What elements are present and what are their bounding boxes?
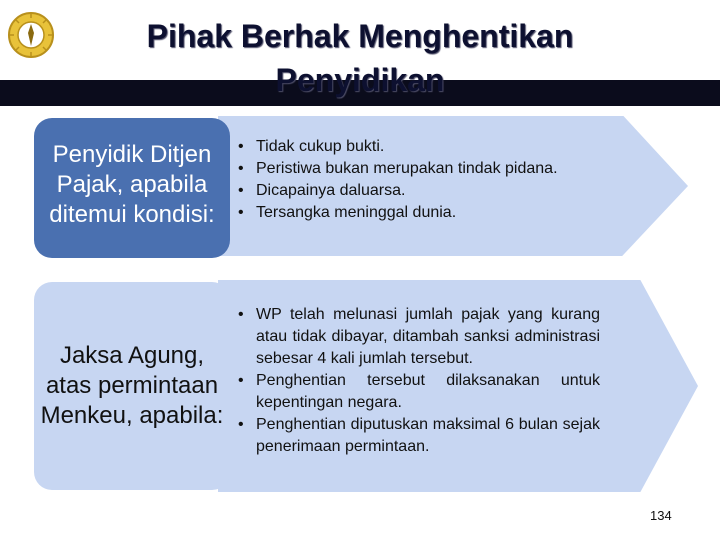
- box-jaksa-agung: [34, 282, 230, 490]
- box-jaksa-label: Jaksa Agung, atas permintaan Menkeu, apabila:: [40, 342, 224, 429]
- list-item: • Peristiwa bukan merupakan tindak pidana.: [238, 158, 618, 180]
- university-seal-logo: [4, 4, 58, 66]
- slide-title: Pihak Berhak Menghentikan Penyidikan: [146, 18, 574, 98]
- list-item: • Penghentian tersebut dilaksanakan untuk kepentingan negara.: [238, 370, 600, 414]
- box-penyidik: [34, 118, 230, 258]
- list-item: • WP telah melunasi jumlah pajak yang kurang atau tidak dibayar, ditambah sanksi administrasi sebesar 4 kali jumlah tersebut.: [238, 304, 600, 370]
- list-item: • Penghentian diputuskan maksimal 6 bulan sejak penerimaan permintaan.: [238, 414, 600, 458]
- conditions-list-2: [238, 304, 600, 458]
- page-number: 134: [650, 508, 672, 523]
- list-item: • Dicapainya daluarsa.: [238, 180, 618, 202]
- conditions-list-1: [238, 136, 618, 224]
- list-item: • Tersangka meninggal dunia.: [238, 202, 618, 224]
- list-item: • Tidak cukup bukti.: [238, 136, 618, 158]
- box-penyidik-label: Penyidik Ditjen Pajak, apabila ditemui kondisi:: [49, 141, 215, 228]
